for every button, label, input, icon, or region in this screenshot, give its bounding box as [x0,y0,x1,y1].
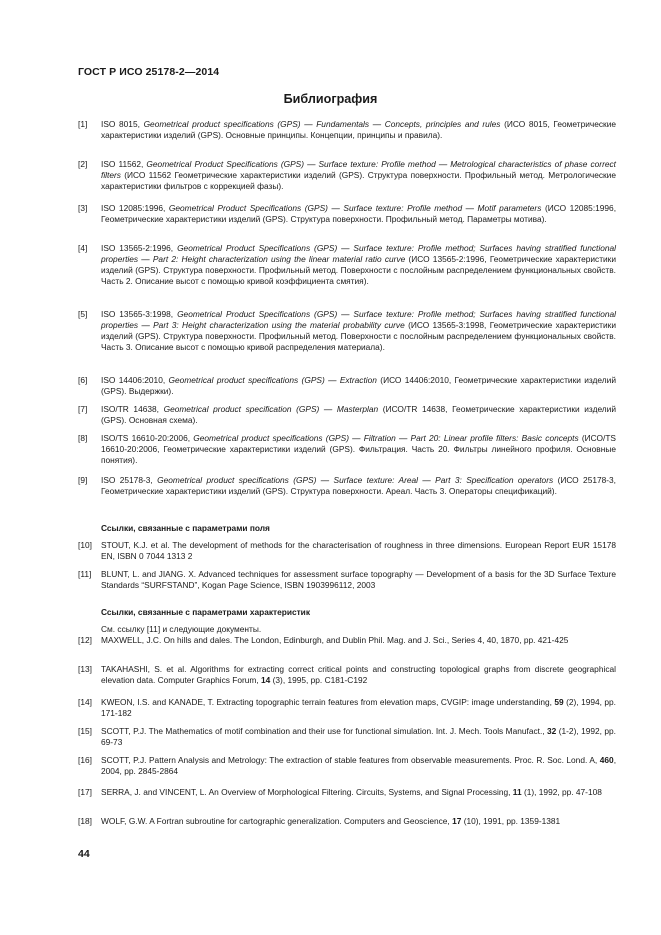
reference-item: [17] SERRA, J. and VINCENT, L. An Overview of Morphological Filtering. Circuits, Systems, and Signal Processing, 11 (1), 1992, pp. 47-108 [78,787,602,797]
section-note: См. ссылку [11] и следующие документы. [101,624,262,634]
reference-item: [5] ISO 13565-3:1998, Geometrical Product Specifications (GPS) — Surface texture: Profile method; Surfaces having stratified functional properties — Part 3: Height characterization using the material probability curve (ИСО 13565-3:1998, Геометрические характеристики изделий (GPS). Структура поверхности. Профильный метод. Поверхности с послойным распределением функциональных свойств. Часть 3. Описание высот с помощью кривой распределения материала). [78,309,617,353]
reference-item: [15] SCOTT, P.J. The Mathematics of motif combination and their use for functional simulation. Int. J. Mech. Tools Manufact., 32 (1-2), 1992, pp. 69-73 [78,726,616,748]
page-title: Библиография [283,92,378,106]
page-number: 44 [78,848,90,860]
reference-item: [12] MAXWELL, J.C. On hills and dales. The London, Edinburgh, and Dublin Phil. Mag. and J. Sci., Series 4, 40, 1870, pp. 421-425 [78,635,569,645]
reference-item: [11] BLUNT, L. and JIANG. X. Advanced techniques for assessment surface topography — Development of a basis for the 3D Surface Texture Standards “SURFSTAND”, Kogan Page Science, ISBN 1903996112, 2003 [78,569,616,591]
reference-item: [10] STOUT, K.J. et al. The development of methods for the characterisation of roughness in three dimensions. European Report EUR 15178 EN, ISBN 0 7044 1313 2 [78,540,616,562]
reference-item: [18] WOLF, G.W. A Fortran subroutine for cartographic generalization. Computers and Geoscience, 17 (10), 1991, pp. 1359-1381 [78,816,561,826]
section-heading-features: Ссылки, связанные с параметрами характеристик [101,607,310,617]
reference-item: [7] ISO/TR 14638, Geometrical product specification (GPS) — Masterplan (ИСО/TR 14638, Геометрические характеристики изделий (GPS). Основная схема). [78,404,616,426]
reference-item: [14] KWEON, I.S. and KANADE, T. Extracting topographic terrain features from elevation maps, CVGIP: image understanding, 59 (2), 1994, pp. 171-182 [78,697,616,719]
reference-item: [6] ISO 14406:2010, Geometrical product specifications (GPS) — Extraction (ИСО 14406:2010, Геометрические характеристики изделий (GPS). Выдержки). [78,375,616,397]
reference-item: [2] ISO 11562, Geometrical Product Specifications (GPS) — Surface texture: Profile method — Metrological characteristics of phase correct filters (ИСО 11562 Геометрические характеристики изделий (GPS). Структура поверхности. Профильный метод. Метрологические характеристики фильтров с коррекцией фазы). [78,159,616,192]
reference-item: [9] ISO 25178-3, Geometrical product specifications (GPS) — Surface texture: Areal — Part 3: Specification operators (ИСО 25178-3, Геометрические характеристики изделий (GPS). Структура поверхности. Ареал. Часть 3. Операторы спецификаций). [78,475,617,497]
reference-item: [8] ISO/TS 16610-20:2006, Geometrical product specifications (GPS) — Filtration — Part 20: Linear profile filters: Basic concepts (ИСО/TS 16610-20:2006, Геометрические характеристики изделий (GPS). Фильтрация. Часть 20. Фильтры линейного профиля. Основные понятия). [78,433,616,466]
standard-header: ГОСТ Р ИСО 25178-2—2014 [78,66,220,78]
reference-item: [16] SCOTT, P.J. Pattern Analysis and Metrology: The extraction of stable features from observable measurements. Proc. R. Soc. Lond. A, 460, 2004, pp. 2845-2864 [78,755,617,777]
reference-item: [1] ISO 8015, Geometrical product specifications (GPS) — Fundamentals — Concepts, principles and rules (ИСО 8015, Геометрические характеристики изделий (GPS). Основные принципы. Концепции, принципы и правила). [78,119,616,141]
reference-item: [3] ISO 12085:1996, Geometrical Product Specifications (GPS) — Surface texture: Profile method — Motif parameters (ИСО 12085:1996, Геометрические характеристики изделий (GPS). Структура поверхности. Профильный метод. Параметры мотива). [78,203,617,225]
section-heading-field: Ссылки, связанные с параметрами поля [101,523,270,533]
reference-item: [13] TAKAHASHI, S. et al. Algorithms for extracting correct critical points and constructing topological graphs from discrete geographical elevation data. Computer Graphics Forum, 14 (3), 1995, pp. C181-C192 [78,664,616,686]
reference-item: [4] ISO 13565-2:1996, Geometrical Product Specifications (GPS) — Surface texture: Profile method; Surfaces having stratified functional properties — Part 2: Height characterization using the linear material ratio curve (ИСО 13565-2:1996, Геометрические характеристики изделий (GPS). Структура поверхности. Профильный метод. Поверхности с послойным распределением функциональных свойств. Часть 2. Описание высот с помощью кривой коэффициента смятия). [78,243,617,287]
